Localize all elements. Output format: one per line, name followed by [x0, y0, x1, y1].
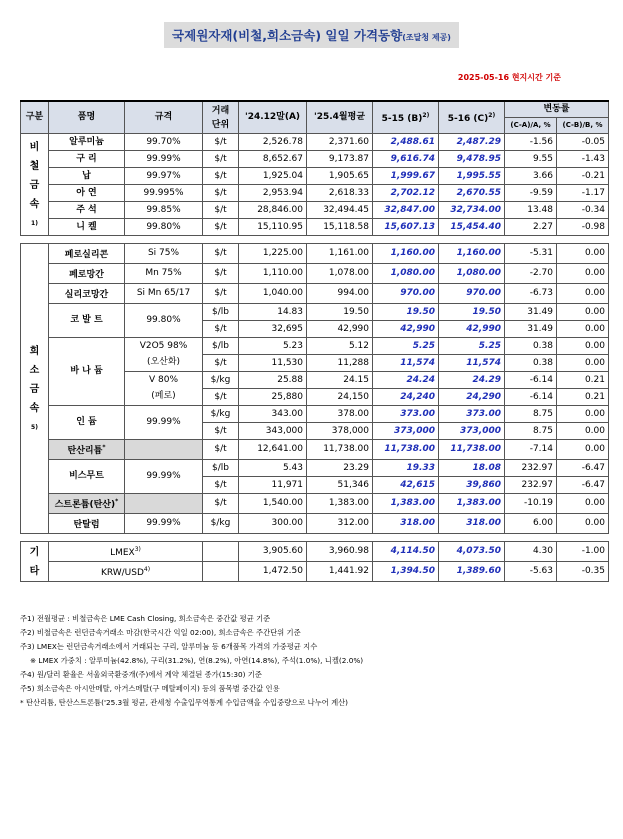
cell: 15,454.40 [439, 219, 505, 236]
cell: 0.21 [557, 372, 609, 389]
cell: 5.43 [239, 460, 307, 477]
cell: 99.99% [125, 151, 203, 168]
etc-section [21, 542, 609, 582]
cell [125, 494, 203, 514]
cell: 300.00 [239, 514, 307, 534]
cell: 1,383.00 [307, 494, 373, 514]
cell: -6.73 [505, 284, 557, 304]
cell: 32,494.45 [307, 202, 373, 219]
cell: 1,383.00 [439, 494, 505, 514]
cell: 0.00 [557, 321, 609, 338]
table-row [21, 514, 609, 534]
hdr-month: '25.4월평균 [307, 101, 373, 134]
footnote: 주5) 희소금속은 아시안메탈, 아거스메탈(구 메탈페이지) 등의 품목별 중간값 인용 [20, 684, 280, 693]
cell: 0.00 [557, 355, 609, 372]
cell: 0.00 [557, 423, 609, 440]
cell: 99.80% [125, 219, 203, 236]
item-name: 페로실리콘 [49, 244, 125, 264]
cell: 8.75 [505, 423, 557, 440]
cell: 11,738.00 [373, 440, 439, 460]
cell: $/t [203, 168, 239, 185]
cell: 24.24 [373, 372, 439, 389]
hdr-a: '24.12말(A) [239, 101, 307, 134]
cell: 0.00 [557, 338, 609, 355]
cell: 24.29 [439, 372, 505, 389]
cell [203, 562, 239, 582]
title-suffix: (조달청 제공) [402, 33, 451, 42]
item-name: 탄산리튬* [49, 440, 125, 460]
cell: 994.00 [307, 284, 373, 304]
cell: 5.25 [373, 338, 439, 355]
group-nonferrous: 비 철 금 속 1) [21, 134, 49, 236]
cell: -1.56 [505, 134, 557, 151]
footnote: 주3) LMEX는 런던금속거래소에서 거래되는 구리, 알루미늄 등 6개품목 가격의 가중평균 지수 [20, 642, 318, 651]
table-row [21, 304, 609, 321]
cell: -0.34 [557, 202, 609, 219]
cell: $/t [203, 134, 239, 151]
cell: 3,960.98 [307, 542, 373, 562]
table-row [21, 284, 609, 304]
cell: 99.99% [125, 406, 203, 440]
cell: -6.14 [505, 372, 557, 389]
cell: 12,641.00 [239, 440, 307, 460]
cell: -1.00 [557, 542, 609, 562]
cell: 2,487.29 [439, 134, 505, 151]
table-row [21, 185, 609, 202]
cell: -6.47 [557, 460, 609, 477]
cell: 373,000 [439, 423, 505, 440]
rare-section [21, 244, 609, 534]
cell: 1,995.55 [439, 168, 505, 185]
cell: 1,925.04 [239, 168, 307, 185]
cell: 1,110.00 [239, 264, 307, 284]
table-row [21, 562, 609, 582]
item-name: 실리코망간 [49, 284, 125, 304]
cell: V2O5 98% [125, 338, 203, 355]
cell: -10.19 [505, 494, 557, 514]
cell: 9,173.87 [307, 151, 373, 168]
cell: 1,999.67 [373, 168, 439, 185]
cell: $/t [203, 244, 239, 264]
cell: 32,695 [239, 321, 307, 338]
cell: $/t [203, 423, 239, 440]
cell: -0.05 [557, 134, 609, 151]
cell: 2,526.78 [239, 134, 307, 151]
cell: 15,118.58 [307, 219, 373, 236]
cell: 42,990 [439, 321, 505, 338]
cell: 970.00 [373, 284, 439, 304]
cell: 2,618.33 [307, 185, 373, 202]
cell: 1,160.00 [439, 244, 505, 264]
cell: 24,240 [373, 389, 439, 406]
table-row [21, 151, 609, 168]
footnote: * 탄산리튬, 탄산스트론튬('25.3월 평균, 관세청 수출입무역통계 수입금액을 수입중량으로 나누어 계산) [20, 698, 349, 707]
cell: 373,000 [373, 423, 439, 440]
cell: 1,905.65 [307, 168, 373, 185]
hdr-item: 품명 [49, 101, 125, 134]
cell: 1,441.92 [307, 562, 373, 582]
cell: 1,040.00 [239, 284, 307, 304]
table-row [21, 244, 609, 264]
cell: 1,080.00 [439, 264, 505, 284]
cell: 3,905.60 [239, 542, 307, 562]
cell: (오산화) [125, 355, 203, 372]
item-name: 스트론튬(탄산)* [49, 494, 125, 514]
cell: -6.47 [557, 477, 609, 494]
cell [203, 542, 239, 562]
cell: 9.55 [505, 151, 557, 168]
table-row [21, 168, 609, 185]
cell: 8.75 [505, 406, 557, 423]
cell: 2,488.61 [373, 134, 439, 151]
cell: 24,290 [439, 389, 505, 406]
cell: 0.00 [557, 406, 609, 423]
cell: $/t [203, 477, 239, 494]
cell: 23.29 [307, 460, 373, 477]
cell: $/kg [203, 514, 239, 534]
cell: 코 발 트 [49, 304, 125, 338]
cell [125, 440, 203, 460]
cell: 1,389.60 [439, 562, 505, 582]
cell: 42,990 [307, 321, 373, 338]
cell: 28,846.00 [239, 202, 307, 219]
cell: 343.00 [239, 406, 307, 423]
cell: $/t [203, 284, 239, 304]
cell: 3.66 [505, 168, 557, 185]
cell: 312.00 [307, 514, 373, 534]
cell: 1,225.00 [239, 244, 307, 264]
cell: 232.97 [505, 477, 557, 494]
page-title: 국제원자재(비철,희소금속) 일일 가격동향(조달청 제공) [164, 22, 459, 48]
item-name: 탄탈럼 [49, 514, 125, 534]
hdr-category: 구분 [21, 101, 49, 134]
cell: 0.00 [557, 440, 609, 460]
cell: -2.70 [505, 264, 557, 284]
cell: 232.97 [505, 460, 557, 477]
cell: $/t [203, 151, 239, 168]
cell: -1.43 [557, 151, 609, 168]
cell: 1,161.00 [307, 244, 373, 264]
cell: 14.83 [239, 304, 307, 321]
cell: 알루미늄 [49, 134, 125, 151]
cell: 0.21 [557, 389, 609, 406]
group-etc: 기 타 [21, 542, 49, 582]
hdr-change-ca: (C-A)/A, % [505, 118, 557, 134]
hdr-b: 5-15 $(B)^{2)}$ [373, 101, 439, 134]
cell: $/lb [203, 460, 239, 477]
cell: (페로) [125, 389, 203, 406]
cell: 2,702.12 [373, 185, 439, 202]
cell: $/t [203, 494, 239, 514]
cell: 15,607.13 [373, 219, 439, 236]
cell: 99.99% [125, 514, 203, 534]
cell: 99.80% [125, 304, 203, 338]
cell: 19.50 [307, 304, 373, 321]
table-row [21, 338, 609, 355]
footnote: 주2) 비철금속은 런던금속거래소 마감(한국시간 익일 02:00), 희소금속은 주간단위 기준 [20, 628, 301, 637]
cell: Si Mn 65/17 [125, 284, 203, 304]
cell: 니 켈 [49, 219, 125, 236]
cell: 11,574 [373, 355, 439, 372]
cell: 99.85% [125, 202, 203, 219]
footnote: 주4) 원/달러 환율은 서울외국환중개(주)에서 계약 체결된 종가(15:30) 기준 [20, 670, 262, 679]
hdr-change: 변동률 [505, 101, 609, 118]
cell: -0.21 [557, 168, 609, 185]
cell: 1,080.00 [373, 264, 439, 284]
cell: $/t [203, 355, 239, 372]
hdr-c: 5-16 $(C)^{2)}$ [439, 101, 505, 134]
cell: 구 리 [49, 151, 125, 168]
cell: 1,383.00 [373, 494, 439, 514]
cell: 인 듐 [49, 406, 125, 440]
cell: 11,738.00 [307, 440, 373, 460]
cell: Si 75% [125, 244, 203, 264]
cell: 0.00 [557, 514, 609, 534]
table-row [21, 494, 609, 514]
cell: $/t [203, 219, 239, 236]
cell: $/t [203, 389, 239, 406]
cell: 0.00 [557, 494, 609, 514]
nonferrous-section [21, 134, 609, 236]
cell: -6.14 [505, 389, 557, 406]
table-row [21, 202, 609, 219]
cell: 25.88 [239, 372, 307, 389]
cell: 99.99% [125, 460, 203, 494]
cell: $/kg [203, 406, 239, 423]
cell: V 80% [125, 372, 203, 389]
cell: 99.70% [125, 134, 203, 151]
cell: 32,847.00 [373, 202, 439, 219]
cell: -1.17 [557, 185, 609, 202]
cell: 1,160.00 [373, 244, 439, 264]
cell: 24,150 [307, 389, 373, 406]
footnotes [20, 612, 363, 710]
cell: 18.08 [439, 460, 505, 477]
page-title-box [0, 22, 623, 48]
item-name: LMEX$^{3)}$ [49, 542, 203, 562]
cell: 4,114.50 [373, 542, 439, 562]
cell: $/t [203, 202, 239, 219]
cell: 1,078.00 [307, 264, 373, 284]
cell: 343,000 [239, 423, 307, 440]
cell: 1,394.50 [373, 562, 439, 582]
cell: -0.35 [557, 562, 609, 582]
cell: 2.27 [505, 219, 557, 236]
cell: 0.00 [557, 264, 609, 284]
cell: 25,880 [239, 389, 307, 406]
cell: 9,616.74 [373, 151, 439, 168]
cell: 비스무트 [49, 460, 125, 494]
cell: 0.38 [505, 355, 557, 372]
cell: 납 [49, 168, 125, 185]
cell: 39,860 [439, 477, 505, 494]
cell: 2,953.94 [239, 185, 307, 202]
cell: -0.98 [557, 219, 609, 236]
cell: 0.00 [557, 244, 609, 264]
cell: 11,738.00 [439, 440, 505, 460]
cell: 99.97% [125, 168, 203, 185]
cell: 19.50 [373, 304, 439, 321]
cell: 11,288 [307, 355, 373, 372]
cell: 5.25 [439, 338, 505, 355]
table-row [21, 440, 609, 460]
cell: -5.63 [505, 562, 557, 582]
cell: 51,346 [307, 477, 373, 494]
cell: $/t [203, 440, 239, 460]
price-table [20, 100, 609, 582]
table-row [21, 134, 609, 151]
cell: $/t [203, 321, 239, 338]
cell: 5.12 [307, 338, 373, 355]
hdr-unit: 거래 단위 [203, 101, 239, 134]
cell: 8,652.67 [239, 151, 307, 168]
cell: 13.48 [505, 202, 557, 219]
cell: 2,371.60 [307, 134, 373, 151]
cell: 주 석 [49, 202, 125, 219]
cell: $/lb [203, 304, 239, 321]
cell: 373.00 [439, 406, 505, 423]
cell: -9.59 [505, 185, 557, 202]
cell: 99.995% [125, 185, 203, 202]
table-row [21, 460, 609, 477]
cell: 5.23 [239, 338, 307, 355]
cell: 아 연 [49, 185, 125, 202]
hdr-change-cb: (C-B)/B, % [557, 118, 609, 134]
cell: $/t [203, 185, 239, 202]
cell: $/kg [203, 372, 239, 389]
cell: 373.00 [373, 406, 439, 423]
footnote: 주1) 전월평균 : 비철금속은 LME Cash Closing, 희소금속은 중간값 평균 기준 [20, 614, 271, 623]
cell: 31.49 [505, 304, 557, 321]
cell: 1,540.00 [239, 494, 307, 514]
cell: 19.33 [373, 460, 439, 477]
hdr-spec: 규격 [125, 101, 203, 134]
group-rare: 희 소 금 속 5) [21, 244, 49, 534]
cell: 4.30 [505, 542, 557, 562]
table-row [21, 542, 609, 562]
item-name: 페로망간 [49, 264, 125, 284]
cell: 19.50 [439, 304, 505, 321]
cell: 6.00 [505, 514, 557, 534]
cell: -7.14 [505, 440, 557, 460]
cell: 42,990 [373, 321, 439, 338]
cell: 318.00 [439, 514, 505, 534]
cell: 318.00 [373, 514, 439, 534]
date-label: 2025-05-16 현지시간 기준 [457, 73, 561, 82]
footnote: ※ LMEX 가중치 : 알루미늄(42.8%), 구리(31.2%), 연(8.2%), 아연(14.8%), 주석(1.0%), 니켈(2.0%) [30, 656, 364, 665]
cell: 24.15 [307, 372, 373, 389]
cell: 1,472.50 [239, 562, 307, 582]
cell: 32,734.00 [439, 202, 505, 219]
cell: 11,971 [239, 477, 307, 494]
cell: 2,670.55 [439, 185, 505, 202]
cell: 31.49 [505, 321, 557, 338]
cell: 970.00 [439, 284, 505, 304]
cell: 42,615 [373, 477, 439, 494]
cell: 378,000 [307, 423, 373, 440]
table-row [21, 406, 609, 423]
cell: -5.31 [505, 244, 557, 264]
cell: 9,478.95 [439, 151, 505, 168]
cell: 4,073.50 [439, 542, 505, 562]
cell: 378.00 [307, 406, 373, 423]
cell: 0.00 [557, 284, 609, 304]
cell: $/lb [203, 338, 239, 355]
table-row [21, 264, 609, 284]
cell: Mn 75% [125, 264, 203, 284]
table-row [21, 219, 609, 236]
item-name: KRW/USD$^{4)}$ [49, 562, 203, 582]
cell: 0.38 [505, 338, 557, 355]
cell: 11,530 [239, 355, 307, 372]
cell: 11,574 [439, 355, 505, 372]
cell: 바 나 듐 [49, 338, 125, 406]
cell: 15,110.95 [239, 219, 307, 236]
cell: 0.00 [557, 304, 609, 321]
cell: $/t [203, 264, 239, 284]
